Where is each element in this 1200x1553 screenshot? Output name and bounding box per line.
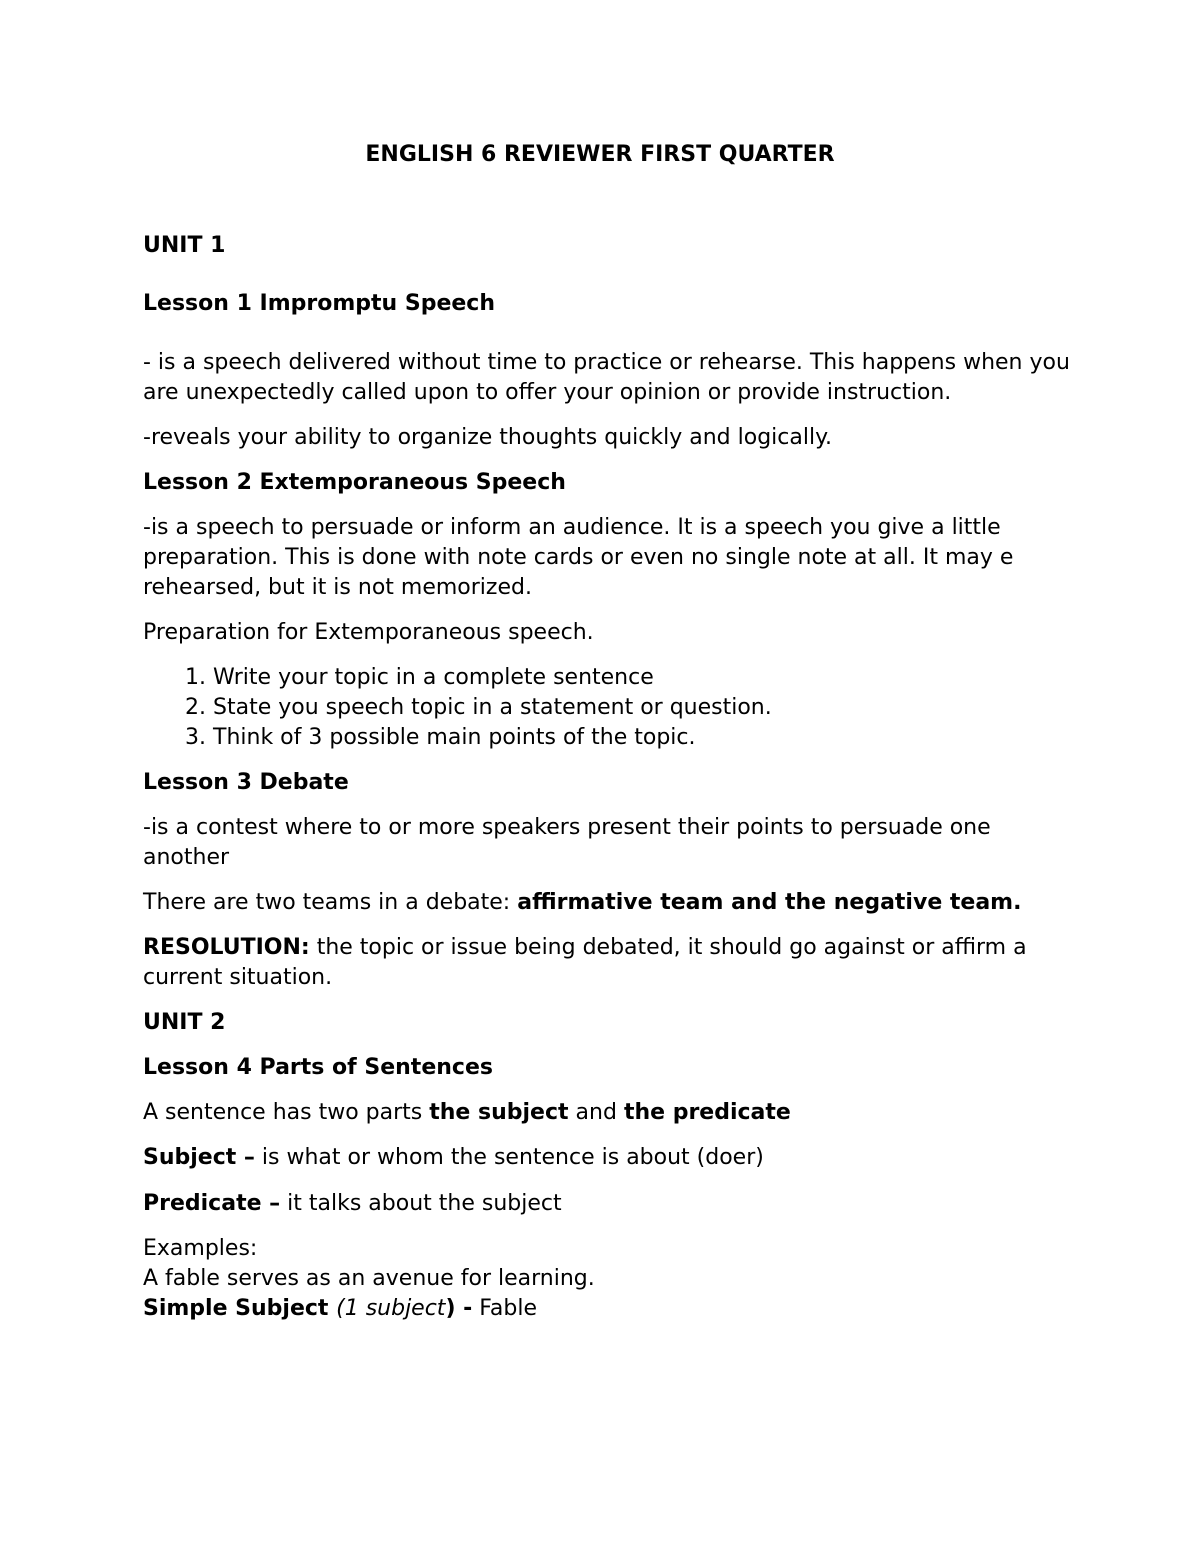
lesson-2-definition: -is a speech to persuade or inform an audience. It is a speech you give a little preparation. This is done with note cards or even no single note at all. It may e rehearsed, but it is not memorized. (143, 515, 1014, 600)
preparation-steps-list (143, 663, 1073, 753)
list-item: 3. Think of 3 possible main points of the topic. (213, 723, 1073, 753)
lesson-2-heading: Lesson 2 Extemporaneous Speech (143, 470, 566, 495)
document-title: ENGLISH 6 REVIEWER FIRST QUARTER (365, 142, 835, 167)
simple-subject-value: Fable (472, 1296, 538, 1321)
predicate-text: it talks about the subject (280, 1191, 562, 1216)
sentence-parts-predicate: the predicate (623, 1100, 791, 1125)
sentence-parts-subject: the subject (429, 1100, 569, 1125)
sentence-parts-paragraph (143, 1098, 1073, 1128)
lesson-3-heading: Lesson 3 Debate (143, 770, 349, 795)
list-item: 1. Write your topic in a complete sentence (213, 663, 1073, 693)
debate-teams-paragraph (143, 888, 1073, 918)
lesson-1-definition: - is a speech delivered without time to practice or rehearse. This happens when you are unexpectedly called upon to offer your opinion or provide instruction. (143, 350, 1070, 405)
unit-2-heading: UNIT 2 (143, 1010, 226, 1035)
lesson-4-heading: Lesson 4 Parts of Sentences (143, 1055, 493, 1080)
lesson-1-point: -reveals your ability to organize thoughts quickly and logically. (143, 425, 832, 450)
simple-subject-line (143, 1294, 1073, 1324)
unit-1-heading: UNIT 1 (143, 233, 226, 258)
debate-teams-names: affirmative team and the negative team. (517, 890, 1022, 915)
predicate-label: Predicate – (143, 1191, 281, 1216)
subject-label: Subject – (143, 1145, 255, 1170)
resolution-label: RESOLUTION: (143, 935, 310, 960)
document-page (143, 140, 1073, 1324)
debate-teams-intro: There are two teams in a debate: (143, 890, 518, 915)
list-item: 2. State you speech topic in a statement or question. (213, 693, 1073, 723)
sentence-parts-and: and (568, 1100, 624, 1125)
subject-definition (143, 1143, 1073, 1173)
example-sentence: A fable serves as an avenue for learning. (143, 1266, 595, 1291)
simple-subject-close: ) (445, 1296, 456, 1321)
lesson-1-heading: Lesson 1 Impromptu Speech (143, 291, 495, 316)
predicate-definition (143, 1189, 1073, 1219)
simple-subject-dash: - (455, 1296, 473, 1321)
simple-subject-label: Simple Subject (143, 1296, 337, 1321)
simple-subject-note: (1 subject (336, 1296, 446, 1321)
sentence-parts-intro: A sentence has two parts (143, 1100, 430, 1125)
lesson-2-prep-intro: Preparation for Extemporaneous speech. (143, 620, 594, 645)
examples-label: Examples: (143, 1236, 258, 1261)
subject-text: is what or whom the sentence is about (doer) (254, 1145, 764, 1170)
lesson-3-definition: -is a contest where to or more speakers present their points to persuade one another (143, 815, 991, 870)
resolution-text: the topic or issue being debated, it should go against or affirm a current situation. (143, 935, 1027, 990)
resolution-paragraph (143, 933, 1073, 993)
